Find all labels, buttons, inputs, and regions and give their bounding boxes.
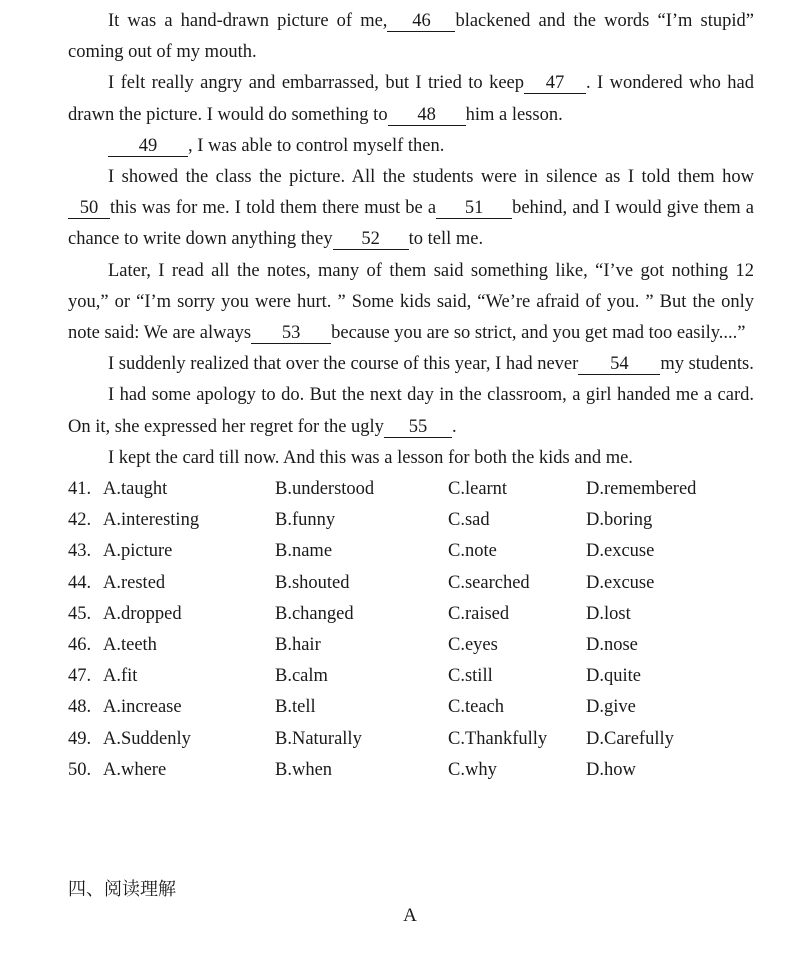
- option-c: C.raised: [448, 603, 510, 624]
- blank-52: 52: [333, 229, 409, 250]
- paragraph-5: [68, 256, 754, 350]
- text: I kept the card till now. And this was a lesson for both the kids and me.: [108, 447, 633, 468]
- option-row: [68, 474, 754, 505]
- option-b: B.when: [275, 759, 333, 780]
- option-c: C.note: [448, 541, 497, 562]
- section-subtitle: A: [403, 905, 417, 926]
- blank-46: 46: [387, 11, 455, 32]
- blank-51: 51: [436, 198, 512, 219]
- option-b: B.shouted: [275, 572, 350, 593]
- option-a: A.interesting: [103, 510, 200, 531]
- text: I showed the class the picture. All the students were in silence as I told them how: [108, 167, 754, 188]
- blank-54: 54: [578, 354, 660, 375]
- option-d: D.how: [586, 759, 636, 780]
- option-d: D.boring: [586, 510, 653, 531]
- option-a: A.rested: [103, 572, 166, 593]
- question-number: 47.: [68, 666, 92, 687]
- option-row: [68, 505, 754, 536]
- option-d: D.give: [586, 697, 636, 718]
- option-b: B.understood: [275, 479, 375, 500]
- option-a: A.increase: [103, 697, 182, 718]
- option-c: C.Thankfully: [448, 728, 548, 749]
- paragraph-4: [68, 162, 754, 256]
- option-b: B.name: [275, 541, 333, 562]
- blank-47: 47: [524, 73, 586, 94]
- option-a: A.picture: [103, 541, 173, 562]
- question-number: 45.: [68, 603, 92, 624]
- option-c: C.teach: [448, 697, 504, 718]
- option-c: C.still: [448, 666, 493, 687]
- blank-49: 49: [108, 136, 188, 157]
- paragraph-1: [68, 6, 754, 68]
- option-a: A.where: [103, 759, 167, 780]
- text: . I wondered who had drawn the picture. I would do something to: [68, 73, 754, 125]
- option-a: A.teeth: [103, 634, 157, 655]
- text: .: [451, 416, 457, 437]
- option-a: A.fit: [103, 666, 138, 687]
- text: because you are so strict, and you get mad too easily....”: [331, 323, 746, 344]
- text: to tell me.: [408, 229, 484, 250]
- blank-53: 53: [251, 323, 331, 344]
- text: blackened and the words “I’m stupid” coming out of my mouth.: [68, 11, 754, 63]
- paragraph-7: [68, 380, 754, 442]
- option-row: [68, 661, 754, 692]
- paragraph-6: [68, 349, 754, 380]
- option-d: D.lost: [586, 603, 631, 624]
- option-b: B.calm: [275, 666, 328, 687]
- text: I felt really angry and embarrassed, but I tried to keep: [108, 73, 525, 94]
- blank-50: 50: [68, 198, 110, 219]
- option-row: [68, 630, 754, 661]
- text: behind, and I would give them a chance to write down anything they: [68, 198, 754, 250]
- text: Later, I read all the notes, many of them said something like, “I’ve got nothing 12 you,” or “I’m sorry you were hurt. ” Some kids said, “We’re afraid of you. ” But the only note said: We are always: [68, 260, 754, 344]
- question-number: 48.: [68, 697, 92, 718]
- paragraph-2: [68, 68, 754, 130]
- option-d: D.excuse: [586, 541, 655, 562]
- option-row: [68, 536, 754, 567]
- blank-48: 48: [388, 105, 466, 126]
- question-number: 43.: [68, 541, 92, 562]
- text: this was for me. I told them there must be a: [110, 198, 437, 219]
- text: I suddenly realized that over the course of this year, I had never: [108, 354, 579, 375]
- option-d: D.excuse: [586, 572, 655, 593]
- option-b: B.funny: [275, 510, 336, 531]
- option-d: D.remembered: [586, 479, 697, 500]
- question-number: 41.: [68, 479, 92, 500]
- question-number: 44.: [68, 572, 92, 593]
- options-list: [68, 474, 754, 786]
- passage: [68, 6, 754, 786]
- option-a: A.Suddenly: [103, 728, 191, 749]
- option-a: A.taught: [103, 479, 168, 500]
- option-row: [68, 692, 754, 723]
- option-row: [68, 724, 754, 755]
- option-c: C.why: [448, 759, 497, 780]
- text: him a lesson.: [465, 104, 563, 125]
- option-c: C.searched: [448, 572, 530, 593]
- question-number: 46.: [68, 634, 92, 655]
- paragraph-8: [68, 443, 754, 474]
- text: my students.: [660, 354, 754, 375]
- option-b: B.Naturally: [275, 728, 362, 749]
- option-c: C.learnt: [448, 479, 508, 500]
- text: It was a hand-drawn picture of me,: [108, 11, 388, 31]
- text: , I was able to control myself then.: [188, 135, 445, 156]
- option-row: [68, 568, 754, 599]
- option-b: B.hair: [275, 634, 321, 655]
- option-a: A.dropped: [103, 603, 182, 624]
- option-row: [68, 755, 754, 786]
- blank-55: 55: [384, 417, 452, 438]
- option-d: D.Carefully: [586, 728, 674, 749]
- question-number: 42.: [68, 510, 92, 531]
- option-d: D.quite: [586, 666, 641, 687]
- text: I had some apology to do. But the next day in the classroom, a girl handed me a card. On it, she expressed her regret for the ugly: [68, 385, 754, 437]
- section-title: 四、阅读理解: [68, 879, 176, 900]
- option-c: C.sad: [448, 510, 490, 531]
- option-b: B.tell: [275, 697, 316, 718]
- question-number: 50.: [68, 759, 92, 780]
- option-c: C.eyes: [448, 634, 498, 655]
- question-number: 49.: [68, 728, 92, 749]
- paragraph-3: [68, 131, 754, 162]
- option-row: [68, 599, 754, 630]
- option-b: B.changed: [275, 603, 354, 624]
- option-d: D.nose: [586, 634, 638, 655]
